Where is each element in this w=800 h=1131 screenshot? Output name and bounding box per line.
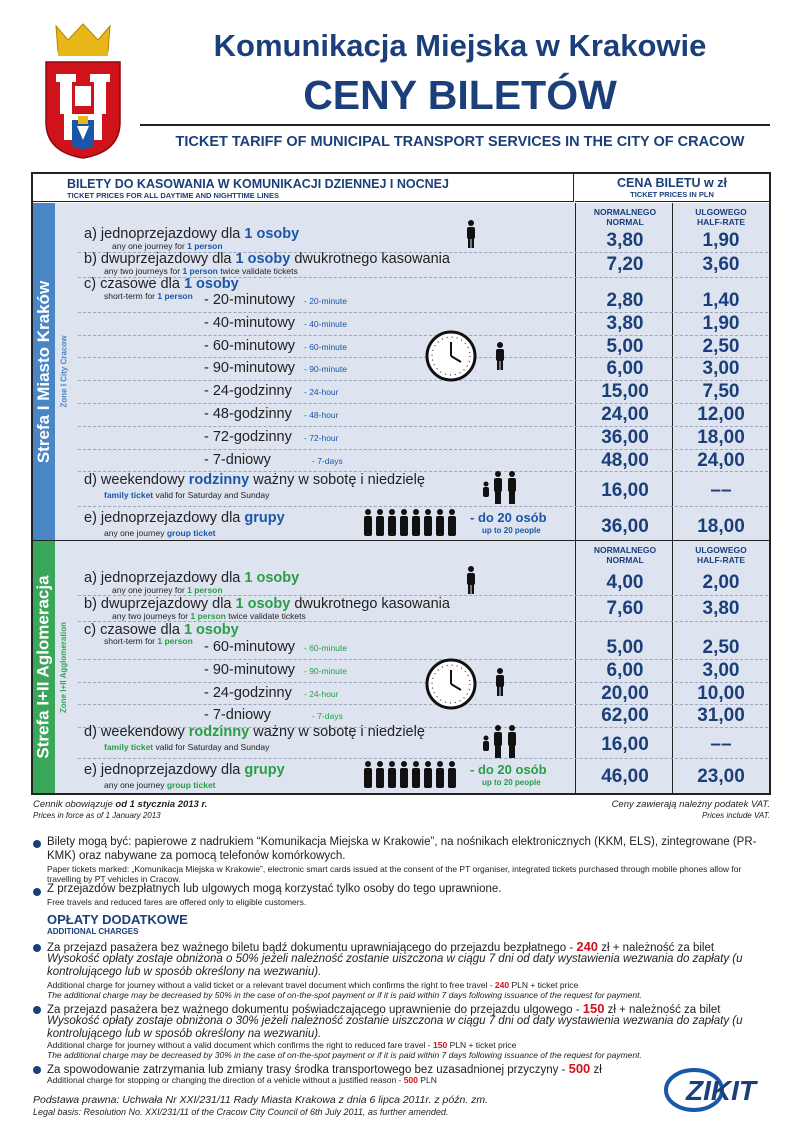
- zone1-row-c-sub: short-term for 1 person: [104, 291, 193, 301]
- zone1-timed-label-en: - 7-days: [312, 455, 343, 466]
- zone1-timed-label: - 20-minutowy: [204, 292, 296, 308]
- person-icon: [465, 566, 477, 594]
- zone2-band-title: Strefa I+II Aglomeracja: [34, 575, 54, 759]
- zone1-row-c-label: c) czasowe dla 1 osoby: [84, 276, 239, 292]
- zone2-e-half: 23,00: [697, 766, 745, 787]
- valid-from-note-en: Prices in force as of 1 January 2013: [33, 811, 161, 820]
- zone1-timed-half: 1,40: [702, 290, 740, 311]
- charge2-discount: Wysokość opłaty zostaje obniżona o 30% jeżeli należność zostanie uiszczona w ciągu 7 dni od daty wystawienia wezwania do zapłaty (u kontrolującego lub w sposób określony na wezwaniu).: [47, 1015, 743, 1040]
- table-header-left: [33, 174, 574, 202]
- zone2-d-half: ––: [710, 734, 732, 755]
- zone1-half-header: ULGOWEGO HALF-RATE: [695, 207, 747, 227]
- zone1-timed-half: 18,00: [697, 426, 745, 448]
- table-header-right-pl: CENA BILETU w zł: [617, 176, 727, 190]
- group-icon: [362, 760, 462, 788]
- zone1-timed-normal: 36,00: [601, 426, 649, 448]
- zone2-timed-normal: 62,00: [601, 705, 649, 727]
- zone1-timed-label: - 72-godzinny: [204, 428, 292, 445]
- zone1-timed-half: 3,00: [702, 358, 740, 380]
- person-icon: [494, 342, 506, 370]
- zone1-band-subtitle: Zone I City Cracow: [59, 335, 69, 408]
- clock-icon: [425, 658, 477, 710]
- zone2-a-half: 2,00: [702, 572, 740, 593]
- zone1-a-normal: 3,80: [606, 230, 644, 251]
- zone2-timed-half: 31,00: [697, 705, 745, 727]
- legal-basis-en: Legal basis: Resolution No. XXI/231/11 of the Cracow City Council of 6th July 2011, as further amended.: [33, 1107, 449, 1117]
- zone2-timed-label-en: - 24-hour: [304, 688, 339, 699]
- zone1-timed-label-en: - 40-minute: [304, 318, 347, 329]
- zone1-timed-normal: 15,00: [601, 381, 649, 403]
- svg-text:ZIKIT: ZIKIT: [686, 1075, 756, 1106]
- page-title-main: CENY BILETÓW: [303, 72, 617, 118]
- zone1-timed-label-en: - 48-hour: [304, 410, 339, 420]
- zone2-timed-normal: 20,00: [601, 682, 649, 704]
- zone1-timed-label-en: - 72-hour: [304, 432, 339, 443]
- zone1-row-e-sub: any one journey group ticket: [104, 528, 216, 538]
- info-eligible: Z przejazdów bezpłatnych lub ulgowych mogą korzystać tylko osoby do tego uprawnione.: [47, 883, 502, 895]
- zone1-timed-half: 24,00: [697, 449, 745, 471]
- info-eligible-en: Free travels and reduced fares are offered only to eligible customers.: [47, 897, 307, 907]
- bullet-icon: [33, 840, 41, 848]
- charge1-text: Za przejazd pasażera bez ważnego biletu bądź dokumentu uprawniającego do przejazdu bezpłatnego - 240 zł + należność za bilet: [47, 939, 715, 954]
- zone1-row-b-sub: any two journeys for 1 person twice validate tickets: [104, 266, 298, 276]
- zone2-timed-normal: 5,00: [606, 637, 644, 658]
- zone2-timed-half: 2,50: [702, 637, 740, 658]
- zone1-row-b-label: b) dwuprzejazdowy dla 1 osoby dwukrotnego kasowania: [84, 251, 450, 267]
- group-icon: [362, 508, 462, 536]
- title-divider: [140, 124, 770, 126]
- zone2-b-half: 3,80: [702, 598, 740, 619]
- charges-title: OPŁATY DODATKOWE: [47, 912, 188, 927]
- zone1-timed-label-en: - 90-minute: [304, 364, 347, 375]
- zone1-b-half: 3,60: [702, 254, 740, 275]
- zone1-b-normal: 7,20: [606, 254, 644, 275]
- zone2-timed-normal: 6,00: [606, 659, 644, 681]
- zone2-row-a-sub: any one journey for 1 person: [112, 585, 223, 595]
- zone1-timed-label: - 24-godzinny: [204, 383, 292, 400]
- zone2-timed-half: 10,00: [697, 682, 745, 704]
- zone2-d-normal: 16,00: [601, 734, 649, 755]
- zone1-timed-normal: 3,80: [606, 312, 644, 334]
- zone2-timed-label: - 7-dniowy: [204, 707, 271, 724]
- zone1-timed-normal: 6,00: [606, 358, 644, 380]
- clock-icon: [425, 330, 477, 382]
- zone1-timed-label-en: - 60-minute: [304, 341, 347, 352]
- zone2-timed-label: - 90-minutowy: [204, 661, 296, 678]
- charge1-discount: Wysokość opłaty zostaje obniżona o 50% jeżeli należność zostanie uiszczona w ciągu 7 dni od daty wystawienia wezwania do zapłaty (u kontrolującego lub w sposób określony na wezwaniu).: [47, 953, 743, 978]
- zone2-timed-label-en: - 60-minute: [304, 643, 347, 653]
- vat-note-en: Prices include VAT.: [701, 811, 770, 820]
- charge2-text: Za przejazd pasażera bez ważnego dokumentu poświadczającego uprawnienie do przejazdu ulgowego - 150 zł + należność za bilet: [47, 1001, 721, 1016]
- valid-from-note: Cennik obowiązuje od 1 stycznia 2013 r.: [33, 799, 208, 810]
- zone1-timed-label: - 48-godzinny: [204, 406, 292, 422]
- zone2-row-d-label: d) weekendowy rodzinny ważny w sobotę i niedzielę: [84, 724, 425, 740]
- zone1-row-a-sub: any one journey for 1 person: [112, 241, 223, 251]
- zone2-row-a-label: a) jednoprzejazdowy dla 1 osoby: [84, 570, 300, 586]
- zikit-logo: [664, 1066, 774, 1114]
- zone2-row-c-sub: short-term for 1 person: [104, 636, 193, 646]
- zone2-band-subtitle: Zone I+II Agglomeration: [59, 621, 69, 713]
- info-tickets-en: Paper tickets marked: „Komunikacja Miejska w Krakowie”, electronic smart cards issued at the consent of the PT organiser, integrated tickets purchased through mobile phones allow for travelling by PT vehicles in Cracow.: [47, 864, 742, 884]
- charges-title-en: ADDITIONAL CHARGES: [47, 927, 139, 936]
- zone2-group-limit: - do 20 osób: [470, 762, 547, 777]
- zone2-row-b-label: b) dwuprzejazdowy dla 1 osoby dwukrotnego kasowania: [84, 596, 450, 612]
- zone1-e-half: 18,00: [697, 516, 745, 537]
- zone1-timed-half: 7,50: [702, 381, 740, 403]
- zone1-timed-label-en: - 20-minute: [304, 296, 347, 306]
- zone1-normal-header: NORMALNEGO NORMAL: [593, 207, 657, 227]
- zone2-band: [33, 541, 55, 793]
- zone1-timed-half: 12,00: [697, 404, 745, 425]
- zone2-a-normal: 4,00: [606, 572, 644, 593]
- table-header-left-en: TICKET PRICES FOR ALL DAYTIME AND NIGHTTIME LINES: [67, 191, 279, 200]
- zone2-timed-label: - 24-godzinny: [204, 684, 292, 701]
- zone1-timed-normal: 5,00: [606, 335, 644, 357]
- bullet-icon: [33, 944, 41, 952]
- zone1-row-a-label: a) jednoprzejazdowy dla 1 osoby: [84, 226, 300, 242]
- zone1-row-d-sub: family ticket valid for Saturday and Sunday: [104, 490, 270, 500]
- zone1-row-d-label: d) weekendowy rodzinny ważny w sobotę i niedzielę: [84, 472, 425, 488]
- zone1-timed-label: - 60-minutowy: [204, 337, 296, 354]
- legal-basis: Podstawa prawna: Uchwała Nr XXI/231/11 Rady Miasta Krakowa z dnia 6 lipca 2011r. z późn. zm.: [33, 1094, 489, 1106]
- bullet-icon: [33, 1066, 41, 1074]
- page-subtitle-en: TICKET TARIFF OF MUNICIPAL TRANSPORT SERVICES IN THE CITY OF CRACOW: [175, 134, 745, 150]
- table-header-right-en: TICKET PRICES IN PLN: [630, 190, 714, 199]
- krakow-coat-of-arms: [42, 22, 124, 160]
- zone2-half-header: ULGOWEGO HALF-RATE: [695, 545, 747, 565]
- bullet-icon: [33, 1006, 41, 1014]
- zone1-timed-normal: 24,00: [601, 404, 649, 425]
- zone1-e-normal: 36,00: [601, 516, 649, 537]
- zone2-row-b-sub: any two journeys for 1 person twice validate tickets: [112, 611, 306, 621]
- zone1-timed-normal: 48,00: [601, 449, 649, 471]
- charge3-en: Additional charge for stopping or changing the direction of a vehicle without a justified reason - 500 PLN: [47, 1075, 437, 1085]
- zone1-timed-half: 1,90: [702, 312, 740, 334]
- zone1-group-limit-en: up to 20 people: [482, 526, 541, 535]
- zone2-normal-header: NORMALNEGO NORMAL: [593, 545, 657, 565]
- zone1-band-title: Strefa I Miasto Kraków: [34, 280, 54, 463]
- vat-note: Ceny zawierają należny podatek VAT.: [611, 799, 770, 810]
- zone1-d-normal: 16,00: [601, 480, 649, 501]
- table-header-left-pl: BILETY DO KASOWANIA W KOMUNIKACJI DZIENNEJ I NOCNEJ: [67, 177, 449, 191]
- zone2-b-normal: 7,60: [606, 598, 644, 619]
- zone1-timed-normal: 2,80: [606, 290, 644, 311]
- person-icon: [465, 220, 477, 248]
- zone1-d-half: ––: [710, 480, 732, 501]
- zone1-timed-half: 2,50: [702, 335, 740, 357]
- zone2-timed-label: - 60-minutowy: [204, 639, 296, 655]
- charge2-en: Additional charge for journey without a valid document which confirms the right to reduced fare travel - 150 PLN + ticket price: [47, 1040, 517, 1050]
- zone1-a-half: 1,90: [702, 230, 740, 251]
- info-tickets: Bilety mogą być: papierowe z nadrukiem “Komunikacja Miejska w Krakowie”, na nośnikach elektronicznych (KKM, ELS), zintegrowane (PR-KMK) oraz nabywane za pomocą telefonów komórkowych.: [47, 836, 757, 862]
- zone2-row-e-sub: any one journey group ticket: [104, 780, 216, 790]
- person-icon: [494, 668, 506, 696]
- page-title-line1: Komunikacja Miejska w Krakowie: [213, 28, 707, 63]
- zone1-band: [33, 203, 55, 540]
- table-header-right: [575, 174, 769, 202]
- zone2-e-normal: 46,00: [601, 766, 649, 787]
- zone1-timed-label: - 90-minutowy: [204, 360, 296, 377]
- charge1-en-discount: The additional charge may be decreased by 50% in the case of on-the-spot payment or if it is paid within 7 days following issuance of the request for payment.: [47, 990, 642, 1000]
- charge1-en: Additional charge for journey without a valid ticket or a relevant travel document which confirms the right to free travel - 240 PLN + ticket price: [47, 980, 579, 990]
- zone2-timed-label-en: - 7-days: [312, 711, 343, 722]
- zone1-row-e-label: e) jednoprzejazdowy dla grupy: [84, 510, 285, 526]
- zone2-row-c-label: c) czasowe dla 1 osoby: [84, 622, 239, 638]
- zone1-timed-label: - 7-dniowy: [204, 451, 271, 468]
- zone2-timed-half: 3,00: [702, 659, 740, 681]
- zone2-row-d-sub: family ticket valid for Saturday and Sunday: [104, 742, 270, 752]
- zone1-group-limit: - do 20 osób: [470, 510, 547, 525]
- zone2-timed-label-en: - 90-minute: [304, 665, 347, 676]
- zone1-timed-label: - 40-minutowy: [204, 314, 296, 331]
- zone1-timed-label-en: - 24-hour: [304, 387, 339, 398]
- zone2-row-e-label: e) jednoprzejazdowy dla grupy: [84, 762, 285, 778]
- charge3-text: Za spowodowanie zatrzymania lub zmiany trasy środka transportowego bez uzasadnionej przyczyny - 500 zł: [47, 1061, 602, 1076]
- family-icon: [478, 470, 524, 504]
- bullet-icon: [33, 888, 41, 896]
- family-icon: [478, 724, 524, 758]
- zone2-group-limit-en: up to 20 people: [482, 778, 541, 787]
- charge2-en-discount: The additional charge may be decreased by 30% in the case of on-the-spot payment or if it is paid within 7 days following issuance of the request for payment.: [47, 1050, 642, 1060]
